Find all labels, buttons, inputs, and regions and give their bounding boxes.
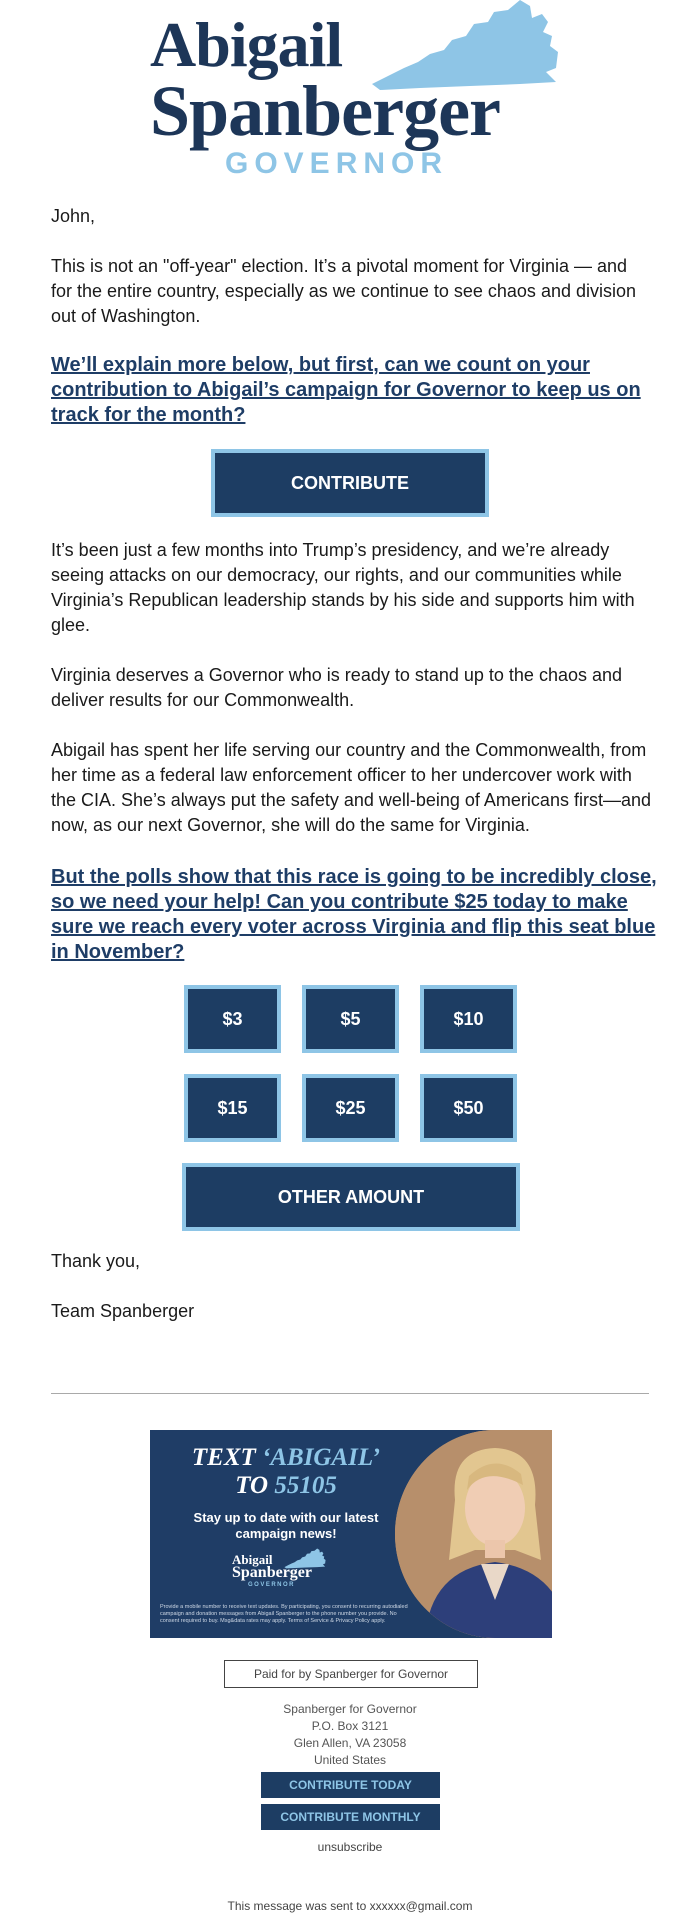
paragraph-virginia: Virginia deserves a Governor who is ready to stand up to the chaos and deliver results for our Commonwealth. <box>51 665 623 710</box>
contribute-button[interactable]: CONTRIBUTE <box>211 449 489 517</box>
banner-logo-first-name: Abigail <box>232 1552 273 1567</box>
signoff: Thank you, <box>51 1251 141 1271</box>
amount-button-3[interactable]: $3 <box>184 985 281 1053</box>
amount-button-5[interactable]: $5 <box>302 985 399 1053</box>
unsubscribe-link[interactable]: unsubscribe <box>317 1840 383 1854</box>
logo-first-name: Abigail <box>150 9 343 80</box>
footer-country: United States <box>313 1753 387 1767</box>
lead-link-polls[interactable]: But the polls show that this race is going to be incredibly close, so we need your help! Can you contribute $25 today to make sure we reach every voter across Virginia and flip this seat blue in November? <box>51 866 657 963</box>
divider <box>51 1393 649 1394</box>
paragraph-trump: It’s been just a few months into Trump’s presidency, and we’re already seeing attacks on our democracy, our rights, and our communities while Virginia’s Republican leadership stands by his side and supports him with glee. <box>51 540 635 635</box>
amount-button-50[interactable]: $50 <box>420 1074 517 1142</box>
banner-line2: TO 55105 <box>235 1472 337 1499</box>
logo-office: GOVERNOR <box>225 147 449 180</box>
contribute-monthly-button[interactable]: CONTRIBUTE MONTHLY <box>261 1804 440 1830</box>
campaign-logo <box>150 0 560 185</box>
paragraph-abigail: Abigail has spent her life serving our country and the Commonwealth, from her time as a federal law enforcement officer to her undercover work with the CIA. She’s always put the safety and well-being of Americans first—and now, as our next Governor, she will do the same for Virginia. <box>51 740 651 835</box>
lead-link-contribute[interactable]: We’ll explain more below, but first, can we count on your contribution to Abigail’s campaign for Governor to keep us on track for the month? <box>51 354 641 426</box>
logo-last-name: Spanberger <box>150 71 500 151</box>
other-amount-button[interactable]: OTHER AMOUNT <box>182 1163 520 1231</box>
banner-subtitle: Stay up to date with our latest campaign news! <box>193 1510 379 1541</box>
amount-button-10[interactable]: $10 <box>420 985 517 1053</box>
footer-org: Spanberger for Governor <box>283 1702 417 1716</box>
signature: Team Spanberger <box>51 1301 195 1321</box>
banner-fine-print: Provide a mobile number to receive text updates. By participating, you consent to recurring autodialed campaign and donation messages from Abigail Spanberger to the phone number you provide. No consent required to buy. Msg&data rates may apply. Terms of Service & Privacy Policy apply. <box>160 1604 408 1624</box>
footer-po-box: P.O. Box 3121 <box>311 1719 389 1733</box>
banner-logo <box>226 1548 346 1598</box>
banner-line1: TEXT ‘ABIGAIL’ <box>191 1444 381 1471</box>
banner-logo-last-name: Spanberger <box>232 1564 312 1581</box>
banner-logo-office: GOVERNOR <box>248 1582 296 1588</box>
paragraph-intro: This is not an "off-year" election. It’s a pivotal moment for Virginia — and for the entire country, especially as we continue to see chaos and division out of Washington. <box>51 256 636 326</box>
text-signup-banner[interactable] <box>150 1430 552 1638</box>
amount-button-25[interactable]: $25 <box>302 1074 399 1142</box>
footer-city: Glen Allen, VA 23058 <box>293 1736 407 1750</box>
contribute-today-button[interactable]: CONTRIBUTE TODAY <box>261 1772 440 1798</box>
greeting: John, <box>51 206 96 226</box>
amount-button-15[interactable]: $15 <box>184 1074 281 1142</box>
paid-for-disclaimer: Paid for by Spanberger for Governor <box>224 1660 478 1688</box>
sent-to-notice: This message was sent to xxxxxx@gmail.com <box>227 1899 473 1913</box>
